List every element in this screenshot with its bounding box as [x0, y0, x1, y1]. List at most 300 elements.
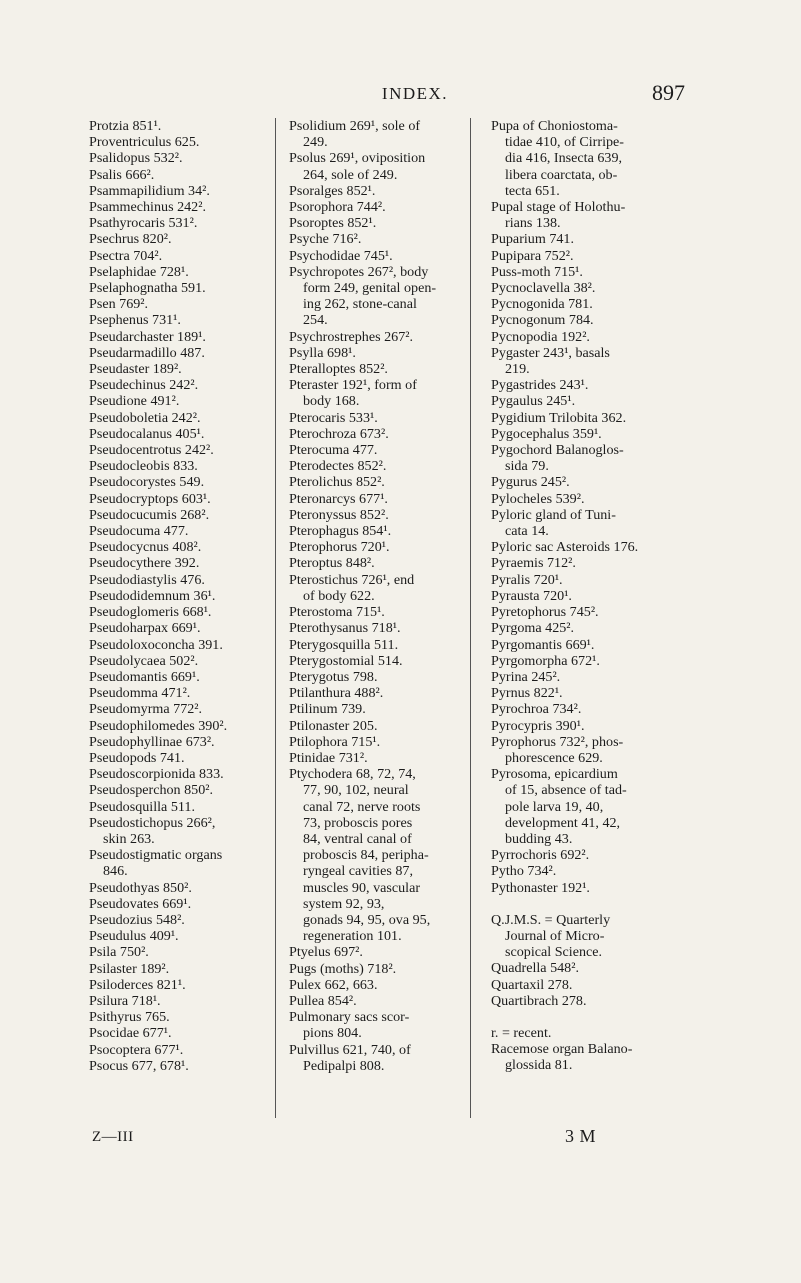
index-entry — [491, 588, 691, 604]
index-entry — [491, 701, 691, 717]
index-entry — [89, 685, 259, 701]
index-column-3 — [491, 118, 691, 1074]
index-entry-line: Pseudocorystes 549. — [89, 474, 205, 491]
index-entry — [89, 361, 259, 377]
index-entry-line: sida 79. — [505, 458, 549, 475]
index-entry — [89, 183, 259, 199]
index-entry — [289, 183, 459, 199]
index-entry — [89, 977, 259, 993]
index-entry-line: Pyrrochoris 692². — [491, 847, 590, 864]
index-entry-line: budding 43. — [505, 830, 573, 847]
index-entry — [89, 572, 259, 588]
index-entry-line: Pseudopods 741. — [89, 749, 185, 766]
index-entry — [289, 215, 459, 231]
index-entry — [491, 329, 691, 345]
index-entry-line: Ptinidae 731². — [289, 749, 368, 766]
index-entry-line: Puparium 741. — [491, 231, 574, 248]
index-entry-line: Pseudarchaster 189¹. — [89, 328, 206, 345]
index-entry — [289, 1042, 459, 1074]
index-entry-line: Pycnoclavella 38². — [491, 280, 596, 297]
index-entry-line: Pygidium Trilobita 362. — [491, 409, 627, 426]
index-entry — [289, 377, 459, 409]
index-column-1 — [89, 118, 259, 1074]
index-entry — [89, 912, 259, 928]
index-entry — [89, 523, 259, 539]
index-entry — [289, 766, 459, 944]
index-entry — [89, 588, 259, 604]
index-entry-line: tidae 410, of Cirripe- — [505, 134, 624, 151]
index-entry-line: of 15, absence of tad- — [505, 782, 627, 799]
index-entry — [89, 507, 259, 523]
index-entry-line: Pyrina 245². — [491, 668, 561, 685]
index-entry — [89, 264, 259, 280]
index-entry-line: r. = recent. — [491, 1024, 552, 1041]
index-entry — [89, 1058, 259, 1074]
index-entry-line: Pullea 854². — [289, 992, 357, 1009]
index-entry-line: Pulmonary sacs scor- — [289, 1009, 410, 1026]
index-entry-line: Pyrophorus 732², phos- — [491, 733, 624, 750]
index-entry — [89, 248, 259, 264]
index-entry — [491, 604, 691, 620]
index-entry-line: Pylocheles 539². — [491, 490, 585, 507]
index-entry — [289, 491, 459, 507]
index-entry — [289, 474, 459, 490]
index-entry-line: Pytho 734². — [491, 863, 557, 880]
index-entry — [491, 620, 691, 636]
index-entry-line: Pterostoma 715¹. — [289, 604, 385, 621]
index-entry-line: dia 416, Insecta 639, — [505, 150, 623, 167]
index-entry-line: system 92, 93, — [303, 895, 385, 912]
index-entry-line: Pupal stage of Holothu- — [491, 199, 626, 216]
index-entry — [491, 718, 691, 734]
index-entry-line: Pseudozius 548². — [89, 911, 185, 928]
index-entry-line: Psathyrocaris 531². — [89, 215, 198, 232]
index-entry-line: Psammechinus 242². — [89, 199, 206, 216]
index-entry-line: Pseudocythere 392. — [89, 555, 200, 572]
index-entry — [289, 458, 459, 474]
index-entry-line: Pseudocycnus 408². — [89, 539, 202, 556]
page-number: 897 — [652, 80, 685, 105]
index-entry-line: Pterygosquilla 511. — [289, 636, 399, 653]
index-entry — [289, 734, 459, 750]
index-entry — [289, 718, 459, 734]
index-entry-line: Psiloderces 821¹. — [89, 976, 186, 993]
index-entry — [89, 474, 259, 490]
index-entry-line: Pteronarcys 677¹. — [289, 490, 388, 507]
index-entry — [89, 815, 259, 847]
index-entry-line: regeneration 101. — [303, 928, 402, 945]
index-entry — [491, 199, 691, 231]
index-entry — [289, 685, 459, 701]
index-entry — [289, 669, 459, 685]
index-entry-line: Pterodectes 852². — [289, 458, 387, 475]
index-entry — [289, 604, 459, 620]
index-entry-line: Ptilophora 715¹. — [289, 733, 381, 750]
index-entry-line: Pseudosquilla 511. — [89, 798, 195, 815]
column-divider — [470, 118, 471, 1118]
index-entry-line: Pterophorus 720¹. — [289, 539, 390, 556]
index-entry — [491, 539, 691, 555]
index-entry-line: Psolus 269¹, oviposition — [289, 150, 426, 167]
index-entry-line: Journal of Micro- — [505, 927, 605, 944]
index-entry-line: Psechrus 820². — [89, 231, 172, 248]
index-entry — [491, 669, 691, 685]
index-entry — [491, 426, 691, 442]
index-entry — [89, 118, 259, 134]
index-entry — [89, 1025, 259, 1041]
index-entry-line: 254. — [303, 312, 328, 329]
index-entry-line: 84, ventral canal of — [303, 830, 412, 847]
index-entry-line: Pyloric gland of Tuni- — [491, 506, 616, 523]
index-entry-line: Pygaulus 245¹. — [491, 393, 576, 410]
signature-mark-right: 3 M — [565, 1126, 597, 1146]
index-entry-line: ryngeal cavities 87, — [303, 863, 413, 880]
index-entry — [491, 685, 691, 701]
index-entry-line: Psychrostrephes 267². — [289, 328, 414, 345]
index-entry — [491, 491, 691, 507]
index-entry-line: Pyrnus 822¹. — [491, 685, 563, 702]
index-entry — [89, 215, 259, 231]
index-entry-line: Pterostichus 726¹, end — [289, 571, 415, 588]
index-entry — [491, 377, 691, 393]
index-entry-line: Pseudostichopus 266², — [89, 814, 216, 831]
index-entry-line: Ptilanthura 488². — [289, 685, 384, 702]
index-entry-line: rians 138. — [505, 215, 561, 232]
index-entry-line: Pteronyssus 852². — [289, 506, 389, 523]
index-entry — [89, 799, 259, 815]
index-entry-line: Psolidium 269¹, sole of — [289, 118, 421, 134]
page-header — [145, 80, 685, 118]
index-entry — [289, 199, 459, 215]
index-entry — [89, 555, 259, 571]
index-entry — [289, 572, 459, 604]
index-entry — [289, 653, 459, 669]
index-entry — [491, 410, 691, 426]
index-entry — [289, 944, 459, 960]
index-entry — [491, 653, 691, 669]
index-entry-line: Pygaster 243¹, basals — [491, 344, 610, 361]
index-entry-line: Pseudophyllinae 673². — [89, 733, 215, 750]
index-entry-line: Pseudophilomedes 390². — [89, 717, 228, 734]
index-entry-line: Pseudulus 409¹. — [89, 928, 179, 945]
index-entry-line: Pseudechinus 242². — [89, 377, 199, 394]
index-entry-line: Pupa of Choniostoma- — [491, 118, 618, 134]
index-entry — [89, 604, 259, 620]
index-entry — [289, 442, 459, 458]
index-entry — [491, 393, 691, 409]
index-entry — [289, 993, 459, 1009]
index-entry — [89, 766, 259, 782]
index-entry — [491, 977, 691, 993]
index-entry — [289, 264, 459, 329]
index-entry-line: 846. — [103, 863, 128, 880]
index-entry-line: Psila 750². — [89, 944, 149, 961]
index-entry — [491, 960, 691, 976]
index-entry — [89, 296, 259, 312]
index-entry — [89, 750, 259, 766]
index-entry — [89, 231, 259, 247]
index-entry-line: glossida 81. — [505, 1057, 573, 1074]
index-entry-line: Pyrgoma 425². — [491, 620, 575, 637]
index-entry-line: Psylla 698¹. — [289, 344, 356, 361]
index-entry-line: Psilura 718¹. — [89, 992, 161, 1009]
index-entry-line: Pseudaster 189². — [89, 361, 182, 378]
index-entry — [491, 442, 691, 474]
index-entry — [491, 847, 691, 863]
index-entry-line: Pseudione 491². — [89, 393, 180, 410]
index-entry-line: Pseudocuma 477. — [89, 523, 189, 540]
index-entry-line: Pycnogonida 781. — [491, 296, 593, 313]
index-entry-line: Pycnopodia 192². — [491, 328, 590, 345]
index-entry-line: Pyrochroa 734². — [491, 701, 582, 718]
index-entry-line: Pseudocucumis 268². — [89, 506, 210, 523]
index-entry-line: Psorophora 744². — [289, 199, 386, 216]
index-entry-line: Psithyrus 765. — [89, 1009, 170, 1026]
index-entry — [491, 766, 691, 847]
index-entry — [89, 280, 259, 296]
index-entry-line: Pterothysanus 718¹. — [289, 620, 401, 637]
index-entry-line: ing 262, stone-canal — [303, 296, 417, 313]
index-entry-line: muscles 90, vascular — [303, 879, 421, 896]
index-entry — [89, 410, 259, 426]
index-entry — [89, 620, 259, 636]
index-entry — [289, 620, 459, 636]
index-entry-line: Psocus 677, 678¹. — [89, 1057, 189, 1074]
index-entry-line: Pulvillus 621, 740, of — [289, 1041, 411, 1058]
index-entry — [89, 944, 259, 960]
index-entry — [491, 1025, 691, 1041]
index-entry-line: Pycnogonum 784. — [491, 312, 594, 329]
index-entry-line: Pseudocryptops 603¹. — [89, 490, 211, 507]
index-entry-line: scopical Science. — [505, 944, 603, 961]
index-entry — [89, 896, 259, 912]
index-entry — [89, 1009, 259, 1025]
index-entry-line: Ptyelus 697². — [289, 944, 363, 961]
index-entry-line: skin 263. — [103, 830, 155, 847]
index-entry — [289, 345, 459, 361]
column-divider — [275, 118, 276, 1118]
index-entry-line: libera coarctata, ob- — [505, 166, 618, 183]
index-entry — [491, 912, 691, 961]
index-entry — [491, 345, 691, 377]
index-entry — [89, 312, 259, 328]
index-entry — [491, 248, 691, 264]
index-entry-line: 73, proboscis pores — [303, 814, 413, 831]
index-entry — [491, 231, 691, 247]
index-entry-line: form 249, genital open- — [303, 280, 437, 297]
index-entry-line: Pseudoharpax 669¹. — [89, 620, 201, 637]
index-entry-line: Psammapilidium 34². — [89, 182, 210, 199]
index-entry — [289, 523, 459, 539]
index-entry — [89, 134, 259, 150]
index-entry-line: Pseudostigmatic organs — [89, 847, 223, 864]
index-entry-line: Ptychodera 68, 72, 74, — [289, 766, 416, 783]
index-entry-line: pole larva 19, 40, — [505, 798, 604, 815]
index-entry-line: Pselaphidae 728¹. — [89, 263, 189, 280]
index-entry — [491, 280, 691, 296]
index-entry-line: Quartibrach 278. — [491, 992, 587, 1009]
index-entry — [289, 329, 459, 345]
section-gap — [491, 1009, 691, 1025]
index-entry — [289, 1009, 459, 1041]
index-entry-line: Pterocaris 533¹. — [289, 409, 378, 426]
index-entry-line: Pseudomma 471². — [89, 685, 191, 702]
index-entry — [491, 993, 691, 1009]
index-entry-line: Pseudothyas 850². — [89, 879, 192, 896]
index-entry — [89, 345, 259, 361]
index-entry-line: Pseudovates 669¹. — [89, 895, 192, 912]
index-entry-line: Pyrocypris 390¹. — [491, 717, 585, 734]
index-entry — [89, 718, 259, 734]
index-entry — [89, 880, 259, 896]
index-entry-line: Pteroptus 848². — [289, 555, 375, 572]
index-entry-line: Pseudodiastylis 476. — [89, 571, 205, 588]
index-entry-line: proboscis 84, peripha- — [303, 847, 429, 864]
index-entry — [89, 539, 259, 555]
index-entry-line: Pterochroza 673². — [289, 425, 389, 442]
index-entry-line: Psoroptes 852¹. — [289, 215, 377, 232]
index-entry-line: Pupipara 752². — [491, 247, 574, 264]
page-title: INDEX. — [381, 84, 449, 103]
index-entry — [491, 637, 691, 653]
index-entry-line: Ptilonaster 205. — [289, 717, 378, 734]
index-entry — [89, 653, 259, 669]
index-entry — [89, 426, 259, 442]
index-entry-line: Quartaxil 278. — [491, 976, 573, 993]
index-entry — [289, 248, 459, 264]
index-entry — [289, 410, 459, 426]
index-entry-line: Psectra 704². — [89, 247, 163, 264]
signature-mark-left: Z—III — [92, 1129, 134, 1145]
index-entry-line: Puss-moth 715¹. — [491, 263, 583, 280]
index-entry — [89, 847, 259, 879]
index-entry-line: Pyretophorus 745². — [491, 604, 599, 621]
index-entry-line: Pseudomantis 669¹. — [89, 668, 200, 685]
index-entry — [289, 637, 459, 653]
index-entry-line: Pugs (moths) 718². — [289, 960, 397, 977]
index-entry-line: tecta 651. — [505, 182, 560, 199]
index-entry-line: of body 622. — [303, 587, 375, 604]
index-entry — [89, 961, 259, 977]
index-entry — [289, 750, 459, 766]
index-entry-line: 77, 90, 102, neural — [303, 782, 409, 799]
index-entry-line: Pyloric sac Asteroids 176. — [491, 539, 639, 556]
index-entry-line: cata 14. — [505, 523, 549, 540]
index-entry-line: Pyrgomorpha 672¹. — [491, 652, 600, 669]
index-entry — [289, 961, 459, 977]
index-entry — [89, 167, 259, 183]
index-entry-line: pions 804. — [303, 1025, 362, 1042]
index-entry — [89, 199, 259, 215]
index-entry-line: Psalis 666². — [89, 166, 155, 183]
index-entry-line: Pseudoglomeris 668¹. — [89, 604, 212, 621]
index-entry-line: Pteraster 192¹, form of — [289, 377, 417, 394]
index-entry — [89, 701, 259, 717]
index-entry-line: Pulex 662, 663. — [289, 976, 378, 993]
index-entry — [491, 312, 691, 328]
index-entry — [289, 977, 459, 993]
index-entry-line: 264, sole of 249. — [303, 166, 398, 183]
index-entry-line: Pygastrides 243¹. — [491, 377, 589, 394]
index-entry-line: Pedipalpi 808. — [303, 1057, 385, 1074]
index-entry — [289, 426, 459, 442]
index-entry-line: Psephenus 731¹. — [89, 312, 181, 329]
index-entry — [491, 118, 691, 199]
index-entry-line: Pygurus 245². — [491, 474, 570, 491]
index-entry — [289, 539, 459, 555]
index-entry-line: Psocidae 677¹. — [89, 1025, 172, 1042]
index-entry-line: gonads 94, 95, ova 95, — [303, 911, 431, 928]
index-entry-line: Psilaster 189². — [89, 960, 170, 977]
index-entry-line: Pseudoloxoconcha 391. — [89, 636, 223, 653]
index-entry — [491, 296, 691, 312]
index-entry-line: Pythonaster 192¹. — [491, 879, 590, 896]
index-entry — [491, 555, 691, 571]
index-entry-line: body 168. — [303, 393, 360, 410]
index-entry — [89, 150, 259, 166]
index-entry-line: Racemose organ Balano- — [491, 1041, 633, 1058]
index-entry — [289, 231, 459, 247]
index-entry-line: 219. — [505, 361, 530, 378]
index-entry-line: Pseudoscorpionida 833. — [89, 766, 224, 783]
index-entry — [89, 442, 259, 458]
index-entry — [89, 329, 259, 345]
index-entry — [89, 993, 259, 1009]
index-entry-line: Pyraemis 712². — [491, 555, 576, 572]
index-entry — [89, 458, 259, 474]
index-entry-line: Pterygotus 798. — [289, 668, 378, 685]
index-entry — [289, 361, 459, 377]
index-entry-line: Quadrella 548². — [491, 960, 579, 977]
index-entry — [491, 264, 691, 280]
index-entry-line: Psyche 716². — [289, 231, 362, 248]
index-entry — [491, 572, 691, 588]
index-entry — [89, 782, 259, 798]
index-entry — [289, 507, 459, 523]
index-entry-line: phorescence 629. — [505, 749, 603, 766]
index-entry — [89, 637, 259, 653]
index-entry-line: 249. — [303, 134, 328, 151]
index-entry — [89, 393, 259, 409]
index-column-2 — [289, 118, 459, 1074]
index-entry-line: Proventriculus 625. — [89, 134, 200, 151]
index-entry-line: Q.J.M.S. = Quarterly — [491, 911, 611, 928]
index-entry — [289, 150, 459, 182]
index-entry-line: Pseudocleobis 833. — [89, 458, 198, 475]
index-entry — [491, 863, 691, 879]
index-entry-line: Pyralis 720¹. — [491, 571, 563, 588]
index-entry-line: Psalidopus 532². — [89, 150, 183, 167]
index-entry-line: Psychropotes 267², body — [289, 263, 429, 280]
index-entry-line: Psen 769². — [89, 296, 149, 313]
index-entry — [89, 377, 259, 393]
index-entry-line: Pygochord Balanoglos- — [491, 442, 624, 459]
index-entry — [289, 118, 459, 150]
index-entry-line: Pterolichus 852². — [289, 474, 385, 491]
index-entry — [491, 734, 691, 766]
index-entry-line: Pseudarmadillo 487. — [89, 344, 205, 361]
index-entry — [89, 928, 259, 944]
index-entry-line: Pteralloptes 852². — [289, 361, 388, 378]
index-entry-line: Pseudosperchon 850². — [89, 782, 214, 799]
index-entry-line: Pseudocentrotus 242². — [89, 442, 214, 459]
index-entry-line: Pseudodidemnum 36¹. — [89, 587, 216, 604]
index-entry — [491, 1041, 691, 1073]
index-entry-line: development 41, 42, — [505, 814, 621, 831]
index-entry-line: Pseudomyrma 772². — [89, 701, 203, 718]
index-entry — [89, 491, 259, 507]
index-entry — [491, 507, 691, 539]
